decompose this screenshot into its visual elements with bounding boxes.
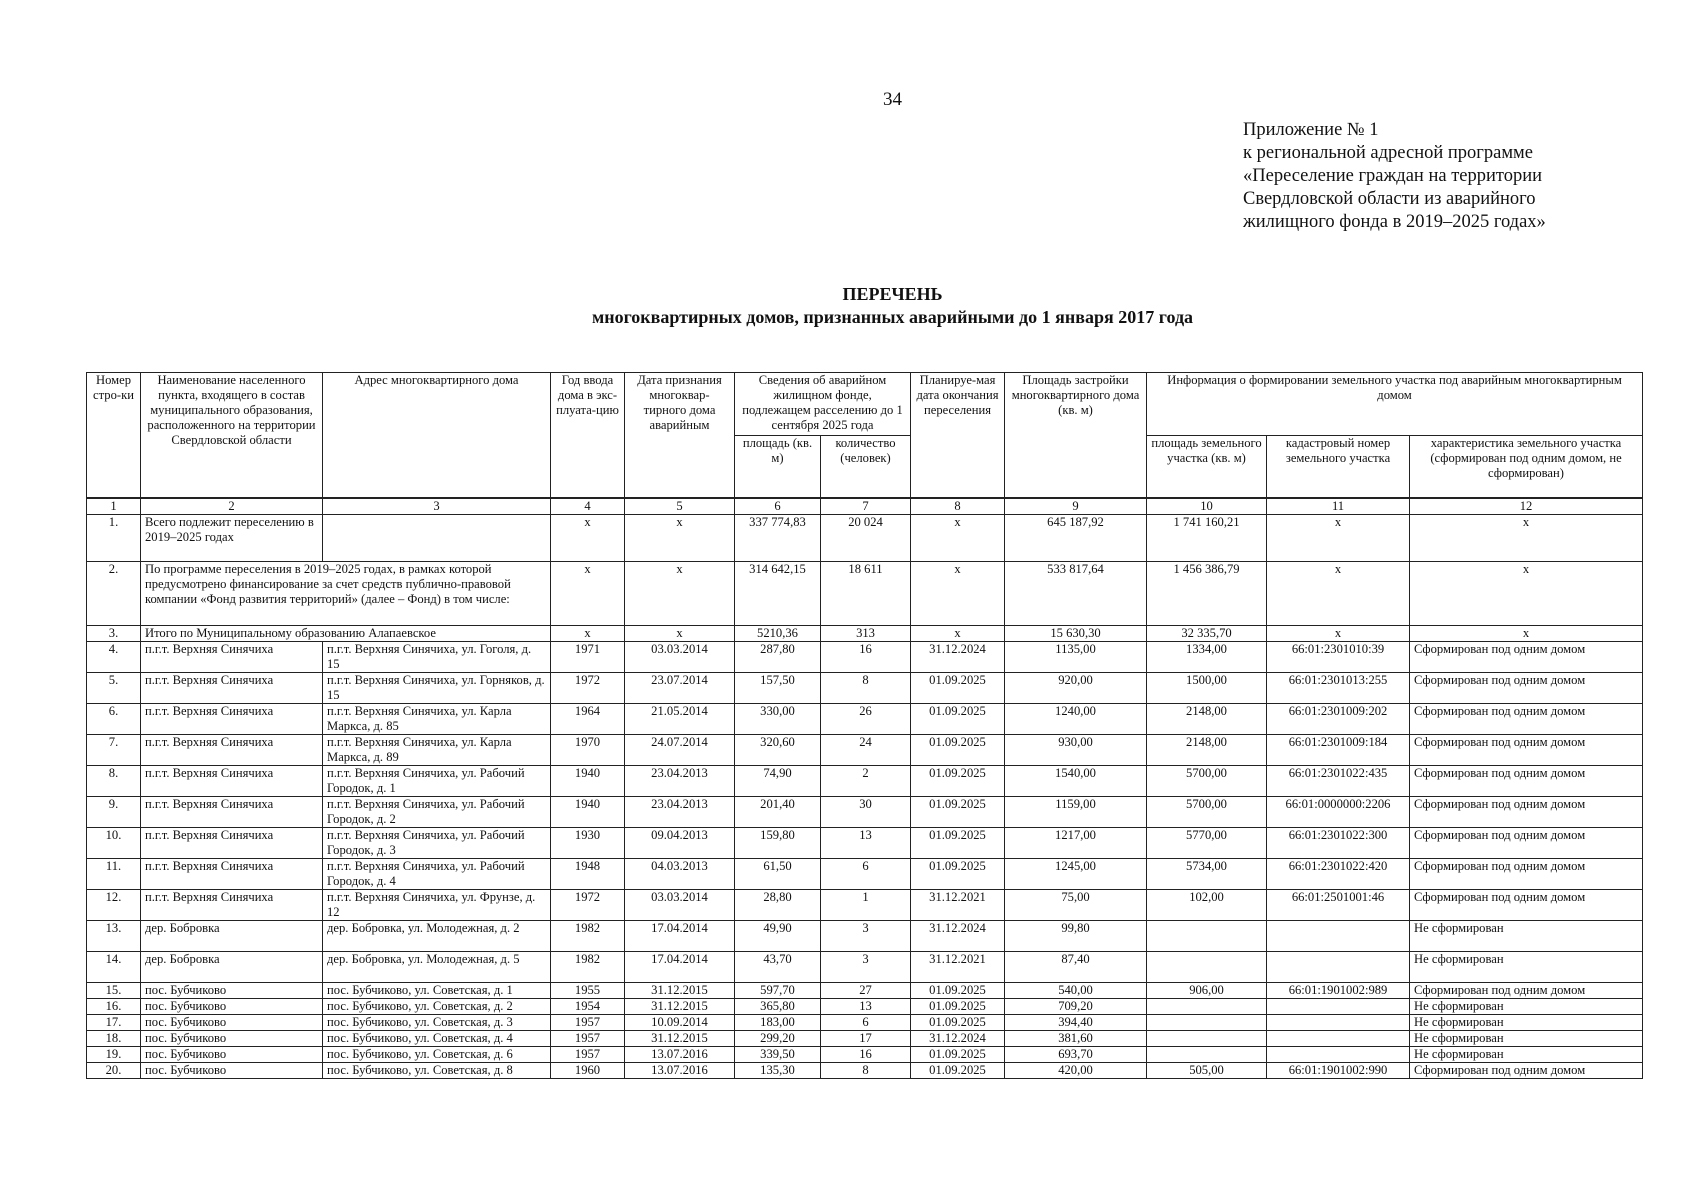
column-number: 9 xyxy=(1005,498,1147,515)
settlement-cell: пос. Бубчиково xyxy=(141,1047,323,1063)
appendix-line: Приложение № 1 xyxy=(1243,120,1379,140)
cadastral-cell: 66:01:2501001:46 xyxy=(1267,890,1410,921)
land-area-cell: 1500,00 xyxy=(1147,673,1267,704)
column-number: 1 xyxy=(87,498,141,515)
header-year: Год ввода дома в экс-плуата-цию xyxy=(551,373,625,499)
row-number: 12. xyxy=(87,890,141,921)
date-cell: 13.07.2016 xyxy=(625,1063,735,1079)
column-number: 10 xyxy=(1147,498,1267,515)
people-cell: 16 xyxy=(821,642,911,673)
header-area: площадь (кв. м) xyxy=(735,436,821,499)
table-row xyxy=(87,999,1643,1015)
area-cell: 28,80 xyxy=(735,890,821,921)
date-cell: 09.04.2013 xyxy=(625,828,735,859)
people-cell: 24 xyxy=(821,735,911,766)
summary-label: Итого по Муниципальному образованию Алапаевское xyxy=(141,626,551,642)
land-char-cell: Не сформирован xyxy=(1410,952,1643,983)
plan-date-cell: 01.09.2025 xyxy=(911,999,1005,1015)
land-char-cell: Сформирован под одним домом xyxy=(1410,828,1643,859)
table-row xyxy=(87,704,1643,735)
build-area-cell: 420,00 xyxy=(1005,1063,1147,1079)
people-cell: 16 xyxy=(821,1047,911,1063)
year-cell: 1957 xyxy=(551,1047,625,1063)
land-char-cell: Сформирован под одним домом xyxy=(1410,890,1643,921)
land-area-cell: 5770,00 xyxy=(1147,828,1267,859)
register-table xyxy=(86,372,1643,1079)
empty-cell xyxy=(323,515,551,562)
cadastral-cell: 66:01:1901002:990 xyxy=(1267,1063,1410,1079)
land-area-cell: 1 741 160,21 xyxy=(1147,515,1267,562)
settlement-cell: пос. Бубчиково xyxy=(141,1063,323,1079)
people-cell: 20 024 xyxy=(821,515,911,562)
summary-label: Всего подлежит переселению в 2019–2025 годах xyxy=(141,515,323,562)
land-area-cell: 32 335,70 xyxy=(1147,626,1267,642)
settlement-cell: п.г.т. Верхняя Синячиха xyxy=(141,890,323,921)
row-number: 11. xyxy=(87,859,141,890)
header-address: Адрес многоквартирного дома xyxy=(323,373,551,499)
land-char-cell: Сформирован под одним домом xyxy=(1410,983,1643,999)
settlement-cell: пос. Бубчиково xyxy=(141,1031,323,1047)
column-number: 6 xyxy=(735,498,821,515)
land-area-cell: 5700,00 xyxy=(1147,766,1267,797)
land-area-cell: 5734,00 xyxy=(1147,859,1267,890)
area-cell: 320,60 xyxy=(735,735,821,766)
land-char-cell: Не сформирован xyxy=(1410,1015,1643,1031)
area-cell: 287,80 xyxy=(735,642,821,673)
table-row xyxy=(87,859,1643,890)
cadastral-cell: 66:01:1901002:989 xyxy=(1267,983,1410,999)
year-cell: x xyxy=(551,562,625,626)
settlement-cell: дер. Бобровка xyxy=(141,921,323,952)
date-cell: x xyxy=(625,515,735,562)
header-cadastral: кадастровый номер земельного участка xyxy=(1267,436,1410,499)
table-row xyxy=(87,1047,1643,1063)
year-cell: 1982 xyxy=(551,952,625,983)
year-cell: 1930 xyxy=(551,828,625,859)
year-cell: 1970 xyxy=(551,735,625,766)
settlement-cell: п.г.т. Верхняя Синячиха xyxy=(141,704,323,735)
row-number: 17. xyxy=(87,1015,141,1031)
build-area-cell: 1245,00 xyxy=(1005,859,1147,890)
land-char-cell: Сформирован под одним домом xyxy=(1410,797,1643,828)
table-row xyxy=(87,673,1643,704)
date-cell: 10.09.2014 xyxy=(625,1015,735,1031)
plan-date-cell: 31.12.2024 xyxy=(911,642,1005,673)
cadastral-cell xyxy=(1267,1031,1410,1047)
cadastral-cell: 66:01:2301010:39 xyxy=(1267,642,1410,673)
title-subtitle: многоквартирных домов, признанных аварийными до 1 января 2017 года xyxy=(591,307,1194,327)
date-cell: x xyxy=(625,562,735,626)
column-number: 8 xyxy=(911,498,1005,515)
header-planned-date: Планируе-мая дата окончания переселения xyxy=(911,373,1005,499)
column-number: 3 xyxy=(323,498,551,515)
table-row xyxy=(87,642,1643,673)
settlement-cell: п.г.т. Верхняя Синячиха xyxy=(141,642,323,673)
summary-row-municipality xyxy=(87,626,1643,642)
cadastral-cell xyxy=(1267,1015,1410,1031)
area-cell: 159,80 xyxy=(735,828,821,859)
area-cell: 314 642,15 xyxy=(735,562,821,626)
table-row xyxy=(87,797,1643,828)
plan-date-cell: 01.09.2025 xyxy=(911,766,1005,797)
appendix-line: Свердловской области из аварийного xyxy=(1243,189,1536,209)
header-land-char: характеристика земельного участка (сформирован под одним домом, не сформирован) xyxy=(1410,436,1643,499)
table-row xyxy=(87,1015,1643,1031)
build-area-cell: 75,00 xyxy=(1005,890,1147,921)
settlement-cell: пос. Бубчиково xyxy=(141,1015,323,1031)
cadastral-cell: x xyxy=(1267,562,1410,626)
people-cell: 3 xyxy=(821,921,911,952)
land-char-cell: x xyxy=(1410,515,1643,562)
plan-date-cell: 31.12.2024 xyxy=(911,1031,1005,1047)
cadastral-cell xyxy=(1267,952,1410,983)
people-cell: 27 xyxy=(821,983,911,999)
build-area-cell: 709,20 xyxy=(1005,999,1147,1015)
header-building-area: Площадь застройки многоквартирного дома (кв. м) xyxy=(1005,373,1147,499)
date-cell: 21.05.2014 xyxy=(625,704,735,735)
table-row xyxy=(87,1031,1643,1047)
area-cell: 49,90 xyxy=(735,921,821,952)
date-cell: 31.12.2015 xyxy=(625,1031,735,1047)
row-number: 6. xyxy=(87,704,141,735)
area-cell: 299,20 xyxy=(735,1031,821,1047)
table-row xyxy=(87,1063,1643,1079)
people-cell: 13 xyxy=(821,999,911,1015)
plan-date-cell: 01.09.2025 xyxy=(911,1063,1005,1079)
settlement-cell: п.г.т. Верхняя Синячиха xyxy=(141,828,323,859)
land-area-cell: 1 456 386,79 xyxy=(1147,562,1267,626)
land-area-cell xyxy=(1147,921,1267,952)
people-cell: 6 xyxy=(821,1015,911,1031)
row-number: 3. xyxy=(87,626,141,642)
area-cell: 74,90 xyxy=(735,766,821,797)
cadastral-cell xyxy=(1267,921,1410,952)
build-area-cell: 930,00 xyxy=(1005,735,1147,766)
header-land-info: Информация о формировании земельного участка под аварийным многоквартирным домом xyxy=(1147,373,1643,436)
area-cell: 5210,36 xyxy=(735,626,821,642)
plan-date-cell: 01.09.2025 xyxy=(911,828,1005,859)
year-cell: 1982 xyxy=(551,921,625,952)
year-cell: 1940 xyxy=(551,766,625,797)
year-cell: 1972 xyxy=(551,890,625,921)
row-number: 5. xyxy=(87,673,141,704)
plan-date-cell: 01.09.2025 xyxy=(911,1015,1005,1031)
date-cell: 23.07.2014 xyxy=(625,673,735,704)
plan-date-cell: 01.09.2025 xyxy=(911,673,1005,704)
land-area-cell: 906,00 xyxy=(1147,983,1267,999)
row-number: 2. xyxy=(87,562,141,626)
year-cell: 1957 xyxy=(551,1015,625,1031)
address-cell: п.г.т. Верхняя Синячиха, ул. Гоголя, д. 15 xyxy=(323,642,551,673)
area-cell: 201,40 xyxy=(735,797,821,828)
year-cell: 1971 xyxy=(551,642,625,673)
date-cell: 17.04.2014 xyxy=(625,952,735,983)
land-char-cell: Сформирован под одним домом xyxy=(1410,704,1643,735)
area-cell: 157,50 xyxy=(735,673,821,704)
land-area-cell xyxy=(1147,1031,1267,1047)
cadastral-cell: 66:01:2301022:420 xyxy=(1267,859,1410,890)
table-row xyxy=(87,766,1643,797)
address-cell: п.г.т. Верхняя Синячиха, ул. Горняков, д. 15 xyxy=(323,673,551,704)
summary-label: По программе переселения в 2019–2025 годах, в рамках которой предусмотрено финансирование за счет средств публично-правовой компании «Фонд развития территорий» (далее – Фонд) в том числе: xyxy=(141,562,551,626)
land-area-cell: 1334,00 xyxy=(1147,642,1267,673)
people-cell: 17 xyxy=(821,1031,911,1047)
row-number: 4. xyxy=(87,642,141,673)
area-cell: 330,00 xyxy=(735,704,821,735)
people-cell: 1 xyxy=(821,890,911,921)
date-cell: 03.03.2014 xyxy=(625,642,735,673)
column-number: 4 xyxy=(551,498,625,515)
cadastral-cell: 66:01:2301022:300 xyxy=(1267,828,1410,859)
table-row xyxy=(87,890,1643,921)
date-cell: 31.12.2015 xyxy=(625,983,735,999)
table-row xyxy=(87,735,1643,766)
date-cell: 24.07.2014 xyxy=(625,735,735,766)
address-cell: п.г.т. Верхняя Синячиха, ул. Рабочий Городок, д. 4 xyxy=(323,859,551,890)
row-number: 8. xyxy=(87,766,141,797)
build-area-cell: 1159,00 xyxy=(1005,797,1147,828)
year-cell: 1964 xyxy=(551,704,625,735)
address-cell: п.г.т. Верхняя Синячиха, ул. Рабочий Городок, д. 3 xyxy=(323,828,551,859)
column-number: 5 xyxy=(625,498,735,515)
year-cell: 1957 xyxy=(551,1031,625,1047)
land-char-cell: Не сформирован xyxy=(1410,1031,1643,1047)
land-area-cell: 2148,00 xyxy=(1147,735,1267,766)
plan-date-cell: 01.09.2025 xyxy=(911,859,1005,890)
header-settlement: Наименование населенного пункта, входящего в состав муниципального образования, расположенного на территории Свердловской области xyxy=(141,373,323,499)
row-number: 13. xyxy=(87,921,141,952)
land-char-cell: Не сформирован xyxy=(1410,999,1643,1015)
land-char-cell: Сформирован под одним домом xyxy=(1410,766,1643,797)
row-number: 9. xyxy=(87,797,141,828)
land-char-cell: Сформирован под одним домом xyxy=(1410,1063,1643,1079)
appendix-note xyxy=(1243,119,1546,234)
cadastral-cell: 66:01:2301013:255 xyxy=(1267,673,1410,704)
header-land-area: площадь земельного участка (кв. м) xyxy=(1147,436,1267,499)
address-cell: п.г.т. Верхняя Синячиха, ул. Фрунзе, д. 12 xyxy=(323,890,551,921)
column-numbers-row xyxy=(87,498,1643,515)
land-area-cell: 2148,00 xyxy=(1147,704,1267,735)
cadastral-cell xyxy=(1267,1047,1410,1063)
date-cell: 31.12.2015 xyxy=(625,999,735,1015)
address-cell: пос. Бубчиково, ул. Советская, д. 2 xyxy=(323,999,551,1015)
table-row xyxy=(87,921,1643,952)
build-area-cell: 99,80 xyxy=(1005,921,1147,952)
people-cell: 30 xyxy=(821,797,911,828)
plan-date-cell: 31.12.2021 xyxy=(911,890,1005,921)
build-area-cell: 394,40 xyxy=(1005,1015,1147,1031)
build-area-cell: 920,00 xyxy=(1005,673,1147,704)
area-cell: 339,50 xyxy=(735,1047,821,1063)
title-main: ПЕРЕЧЕНЬ xyxy=(842,284,943,304)
row-number: 19. xyxy=(87,1047,141,1063)
cadastral-cell: 66:01:2301022:435 xyxy=(1267,766,1410,797)
settlement-cell: пос. Бубчиково xyxy=(141,999,323,1015)
address-cell: дер. Бобровка, ул. Молодежная, д. 5 xyxy=(323,952,551,983)
area-cell: 337 774,83 xyxy=(735,515,821,562)
row-number: 14. xyxy=(87,952,141,983)
year-cell: x xyxy=(551,515,625,562)
people-cell: 2 xyxy=(821,766,911,797)
build-area-cell: 540,00 xyxy=(1005,983,1147,999)
land-char-cell: Сформирован под одним домом xyxy=(1410,673,1643,704)
people-cell: 6 xyxy=(821,859,911,890)
plan-date-cell: 01.09.2025 xyxy=(911,983,1005,999)
build-area-cell: 15 630,30 xyxy=(1005,626,1147,642)
build-area-cell: 1135,00 xyxy=(1005,642,1147,673)
cadastral-cell: x xyxy=(1267,515,1410,562)
address-cell: п.г.т. Верхняя Синячиха, ул. Карла Маркса, д. 89 xyxy=(323,735,551,766)
summary-row-program xyxy=(87,562,1643,626)
land-char-cell: x xyxy=(1410,626,1643,642)
header-housing-info: Сведения об аварийном жилищном фонде, подлежащем расселению до 1 сентября 2025 года xyxy=(735,373,911,436)
address-cell: пос. Бубчиково, ул. Советская, д. 3 xyxy=(323,1015,551,1031)
land-area-cell xyxy=(1147,952,1267,983)
row-number: 20. xyxy=(87,1063,141,1079)
people-cell: 8 xyxy=(821,673,911,704)
date-cell: 04.03.2013 xyxy=(625,859,735,890)
land-area-cell xyxy=(1147,999,1267,1015)
area-cell: 597,70 xyxy=(735,983,821,999)
appendix-line: к региональной адресной программе xyxy=(1243,143,1533,163)
date-cell: x xyxy=(625,626,735,642)
appendix-line: «Переселение граждан на территории xyxy=(1243,166,1543,186)
table-row xyxy=(87,952,1643,983)
cadastral-cell: 66:01:2301009:202 xyxy=(1267,704,1410,735)
column-number: 11 xyxy=(1267,498,1410,515)
header-row-number: Номер стро-ки xyxy=(87,373,141,499)
year-cell: 1972 xyxy=(551,673,625,704)
address-cell: пос. Бубчиково, ул. Советская, д. 4 xyxy=(323,1031,551,1047)
column-number: 2 xyxy=(141,498,323,515)
settlement-cell: п.г.т. Верхняя Синячиха xyxy=(141,859,323,890)
settlement-cell: п.г.т. Верхняя Синячиха xyxy=(141,735,323,766)
area-cell: 43,70 xyxy=(735,952,821,983)
row-number: 18. xyxy=(87,1031,141,1047)
row-number: 16. xyxy=(87,999,141,1015)
column-number: 7 xyxy=(821,498,911,515)
cadastral-cell: x xyxy=(1267,626,1410,642)
year-cell: 1955 xyxy=(551,983,625,999)
build-area-cell: 1240,00 xyxy=(1005,704,1147,735)
plan-date-cell: x xyxy=(911,515,1005,562)
people-cell: 18 611 xyxy=(821,562,911,626)
area-cell: 183,00 xyxy=(735,1015,821,1031)
date-cell: 23.04.2013 xyxy=(625,797,735,828)
plan-date-cell: 01.09.2025 xyxy=(911,735,1005,766)
plan-date-cell: x xyxy=(911,562,1005,626)
year-cell: 1954 xyxy=(551,999,625,1015)
area-cell: 135,30 xyxy=(735,1063,821,1079)
land-char-cell: Сформирован под одним домом xyxy=(1410,735,1643,766)
build-area-cell: 533 817,64 xyxy=(1005,562,1147,626)
cadastral-cell: 66:01:0000000:2206 xyxy=(1267,797,1410,828)
address-cell: пос. Бубчиково, ул. Советская, д. 1 xyxy=(323,983,551,999)
row-number: 10. xyxy=(87,828,141,859)
plan-date-cell: 31.12.2021 xyxy=(911,952,1005,983)
appendix-line: жилищного фонда в 2019–2025 годах» xyxy=(1243,212,1546,232)
area-cell: 61,50 xyxy=(735,859,821,890)
land-char-cell: x xyxy=(1410,562,1643,626)
area-cell: 365,80 xyxy=(735,999,821,1015)
header-people: количество (человек) xyxy=(821,436,911,499)
year-cell: 1948 xyxy=(551,859,625,890)
build-area-cell: 87,40 xyxy=(1005,952,1147,983)
table-row xyxy=(87,983,1643,999)
date-cell: 03.03.2014 xyxy=(625,890,735,921)
date-cell: 13.07.2016 xyxy=(625,1047,735,1063)
land-char-cell: Сформирован под одним домом xyxy=(1410,642,1643,673)
settlement-cell: пос. Бубчиково xyxy=(141,983,323,999)
land-char-cell: Не сформирован xyxy=(1410,921,1643,952)
row-number: 1. xyxy=(87,515,141,562)
people-cell: 13 xyxy=(821,828,911,859)
table-row xyxy=(87,828,1643,859)
date-cell: 17.04.2014 xyxy=(625,921,735,952)
land-char-cell: Не сформирован xyxy=(1410,1047,1643,1063)
address-cell: п.г.т. Верхняя Синячиха, ул. Карла Маркса, д. 85 xyxy=(323,704,551,735)
build-area-cell: 693,70 xyxy=(1005,1047,1147,1063)
people-cell: 313 xyxy=(821,626,911,642)
address-cell: дер. Бобровка, ул. Молодежная, д. 2 xyxy=(323,921,551,952)
build-area-cell: 381,60 xyxy=(1005,1031,1147,1047)
build-area-cell: 645 187,92 xyxy=(1005,515,1147,562)
plan-date-cell: 01.09.2025 xyxy=(911,704,1005,735)
land-area-cell: 5700,00 xyxy=(1147,797,1267,828)
plan-date-cell: 01.09.2025 xyxy=(911,1047,1005,1063)
summary-row-total xyxy=(87,515,1643,562)
address-cell: пос. Бубчиково, ул. Советская, д. 8 xyxy=(323,1063,551,1079)
address-cell: пос. Бубчиково, ул. Советская, д. 6 xyxy=(323,1047,551,1063)
column-number: 12 xyxy=(1410,498,1643,515)
page-number: 34 xyxy=(883,89,902,110)
address-cell: п.г.т. Верхняя Синячиха, ул. Рабочий Городок, д. 2 xyxy=(323,797,551,828)
plan-date-cell: 01.09.2025 xyxy=(911,797,1005,828)
address-cell: п.г.т. Верхняя Синячиха, ул. Рабочий Городок, д. 1 xyxy=(323,766,551,797)
settlement-cell: п.г.т. Верхняя Синячиха xyxy=(141,673,323,704)
row-number: 15. xyxy=(87,983,141,999)
cadastral-cell: 66:01:2301009:184 xyxy=(1267,735,1410,766)
build-area-cell: 1540,00 xyxy=(1005,766,1147,797)
plan-date-cell: 31.12.2024 xyxy=(911,921,1005,952)
row-number: 7. xyxy=(87,735,141,766)
people-cell: 3 xyxy=(821,952,911,983)
land-area-cell xyxy=(1147,1015,1267,1031)
build-area-cell: 1217,00 xyxy=(1005,828,1147,859)
year-cell: 1940 xyxy=(551,797,625,828)
land-area-cell xyxy=(1147,1047,1267,1063)
land-char-cell: Сформирован под одним домом xyxy=(1410,859,1643,890)
year-cell: x xyxy=(551,626,625,642)
land-area-cell: 505,00 xyxy=(1147,1063,1267,1079)
people-cell: 26 xyxy=(821,704,911,735)
land-area-cell: 102,00 xyxy=(1147,890,1267,921)
settlement-cell: п.г.т. Верхняя Синячиха xyxy=(141,766,323,797)
plan-date-cell: x xyxy=(911,626,1005,642)
cadastral-cell xyxy=(1267,999,1410,1015)
settlement-cell: дер. Бобровка xyxy=(141,952,323,983)
header-emergency-date: Дата признания многоквар-тирного дома аварийным xyxy=(625,373,735,499)
year-cell: 1960 xyxy=(551,1063,625,1079)
document-title xyxy=(0,283,1697,329)
settlement-cell: п.г.т. Верхняя Синячиха xyxy=(141,797,323,828)
people-cell: 8 xyxy=(821,1063,911,1079)
date-cell: 23.04.2013 xyxy=(625,766,735,797)
